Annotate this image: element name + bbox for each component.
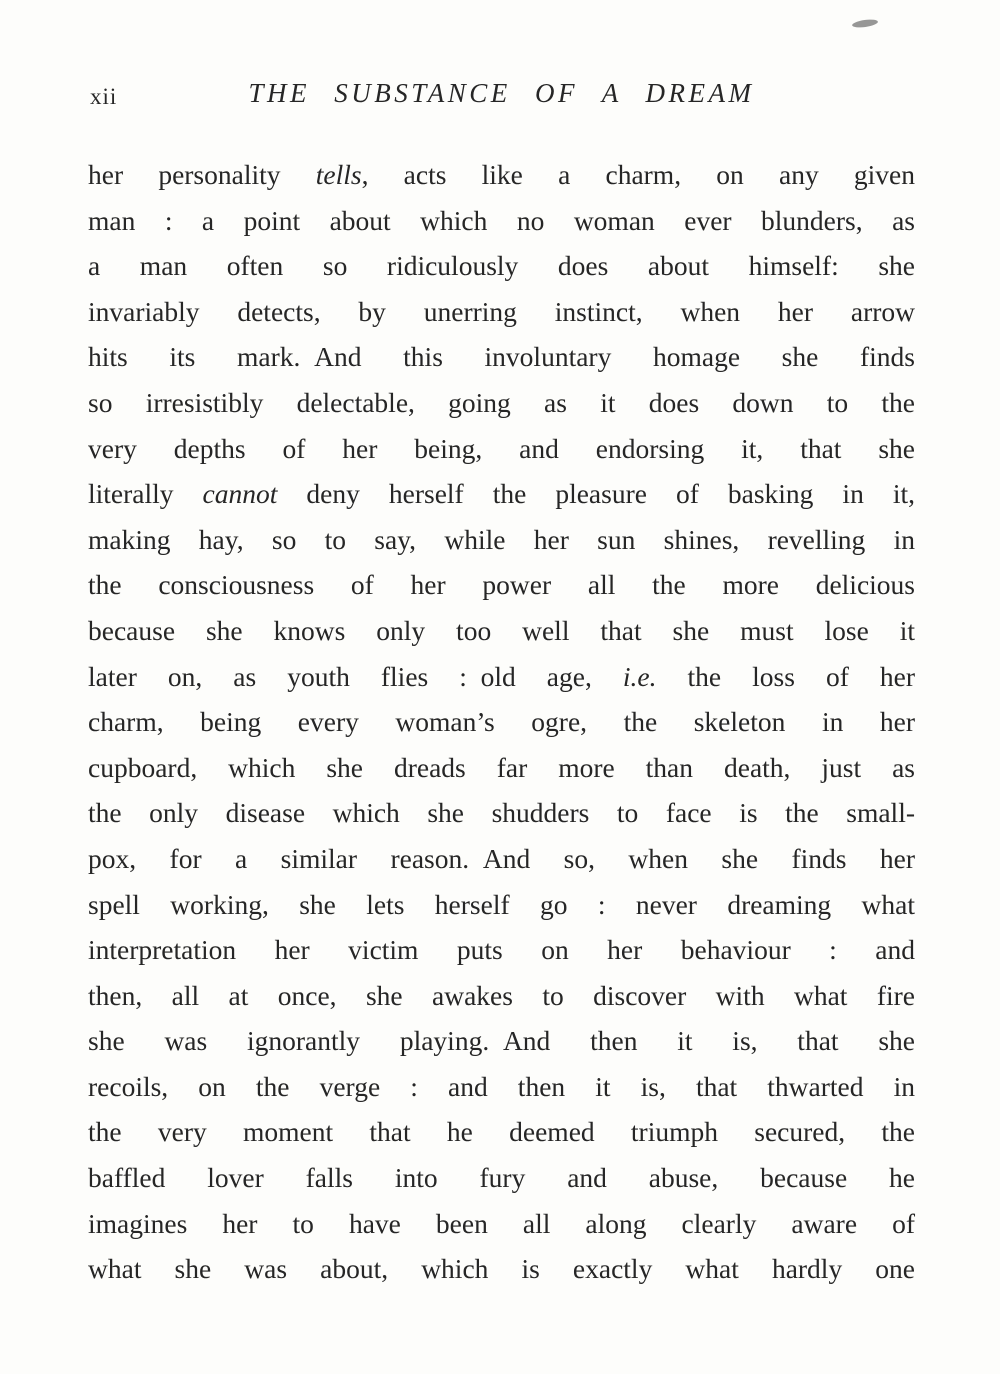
text-segment: cupboard, which she dreads far more than death, just as (88, 751, 915, 783)
text-line (88, 517, 915, 563)
text-segment: making hay, so to say, while her sun shines, revelling in (88, 523, 915, 555)
text-line (88, 927, 915, 973)
text-line (88, 973, 915, 1019)
text-line (88, 1109, 915, 1155)
text-line (88, 745, 915, 791)
text-line (88, 334, 915, 380)
text-segment: she was ignorantly playing. And then it is, that she (88, 1025, 915, 1057)
text-segment: spell working, she lets herself go : never dreaming what (88, 888, 915, 920)
text-segment: , acts like a charm, on any given (361, 159, 915, 190)
italic-text-segment: cannot (202, 478, 278, 510)
text-line (88, 1246, 915, 1292)
text-line (88, 426, 915, 472)
text-line (88, 198, 915, 244)
text-line (88, 562, 915, 608)
text-segment: charm, being every woman’s ogre, the skeleton in her (88, 706, 915, 738)
text-segment: so irresistibly delectable, going as it does down to the (88, 386, 915, 418)
scan-artifact (852, 18, 879, 29)
text-segment: a man often so ridiculously does about himself: she (88, 250, 915, 282)
text-segment: her personality (88, 159, 316, 190)
text-line (88, 608, 915, 654)
running-header (88, 78, 915, 112)
text-line (88, 1155, 915, 1201)
text-line (88, 882, 915, 928)
text-line (88, 1201, 915, 1247)
text-segment: pox, for a similar reason. And so, when she finds her (88, 842, 915, 874)
text-segment: deny herself the pleasure of basking in it, (277, 478, 915, 510)
text-line (88, 836, 915, 882)
text-line (88, 380, 915, 426)
text-segment: very depths of her being, and endorsing it, that she (88, 432, 915, 464)
text-segment: man : a point about which no woman ever blunders, as (88, 204, 915, 236)
page-number: xii (90, 84, 118, 109)
text-segment: the only disease which she shudders to face is the small- (88, 797, 915, 829)
text-segment: recoils, on the verge : and then it is, that thwarted in (88, 1070, 915, 1102)
text-segment: the loss of her (656, 660, 915, 692)
text-segment: the very moment that he deemed triumph secured, the (88, 1116, 915, 1148)
text-segment: later on, as youth flies : old age, (88, 660, 623, 692)
text-line (88, 699, 915, 745)
text-segment: hits its mark. And this involuntary homage she finds (88, 341, 915, 373)
text-segment: because she knows only too well that she must lose it (88, 614, 915, 646)
text-segment: invariably detects, by unerring instinct, when her arrow (88, 295, 915, 327)
text-line (88, 1018, 915, 1064)
text-line (88, 243, 915, 289)
italic-text-segment: i.e. (622, 660, 657, 692)
text-line (88, 289, 915, 335)
text-segment: what she was about, which is exactly what hardly one (88, 1253, 915, 1285)
running-title: THE SUBSTANCE OF A DREAM (248, 78, 755, 108)
text-segment: literally (88, 478, 203, 510)
text-line (88, 1064, 915, 1110)
text-line (88, 654, 915, 700)
text-line (88, 152, 915, 198)
italic-text-segment: tells (315, 159, 362, 190)
text-segment: baffled lover falls into fury and abuse, because he (88, 1162, 915, 1194)
text-segment: imagines her to have been all along clearly aware of (88, 1207, 915, 1239)
text-line (88, 790, 915, 836)
text-segment: interpretation her victim puts on her behaviour : and (88, 934, 915, 966)
body-text (88, 152, 915, 1292)
text-segment: the consciousness of her power all the more delicious (88, 569, 915, 601)
text-segment: then, all at once, she awakes to discover with what fire (88, 979, 915, 1011)
text-line (88, 471, 915, 517)
